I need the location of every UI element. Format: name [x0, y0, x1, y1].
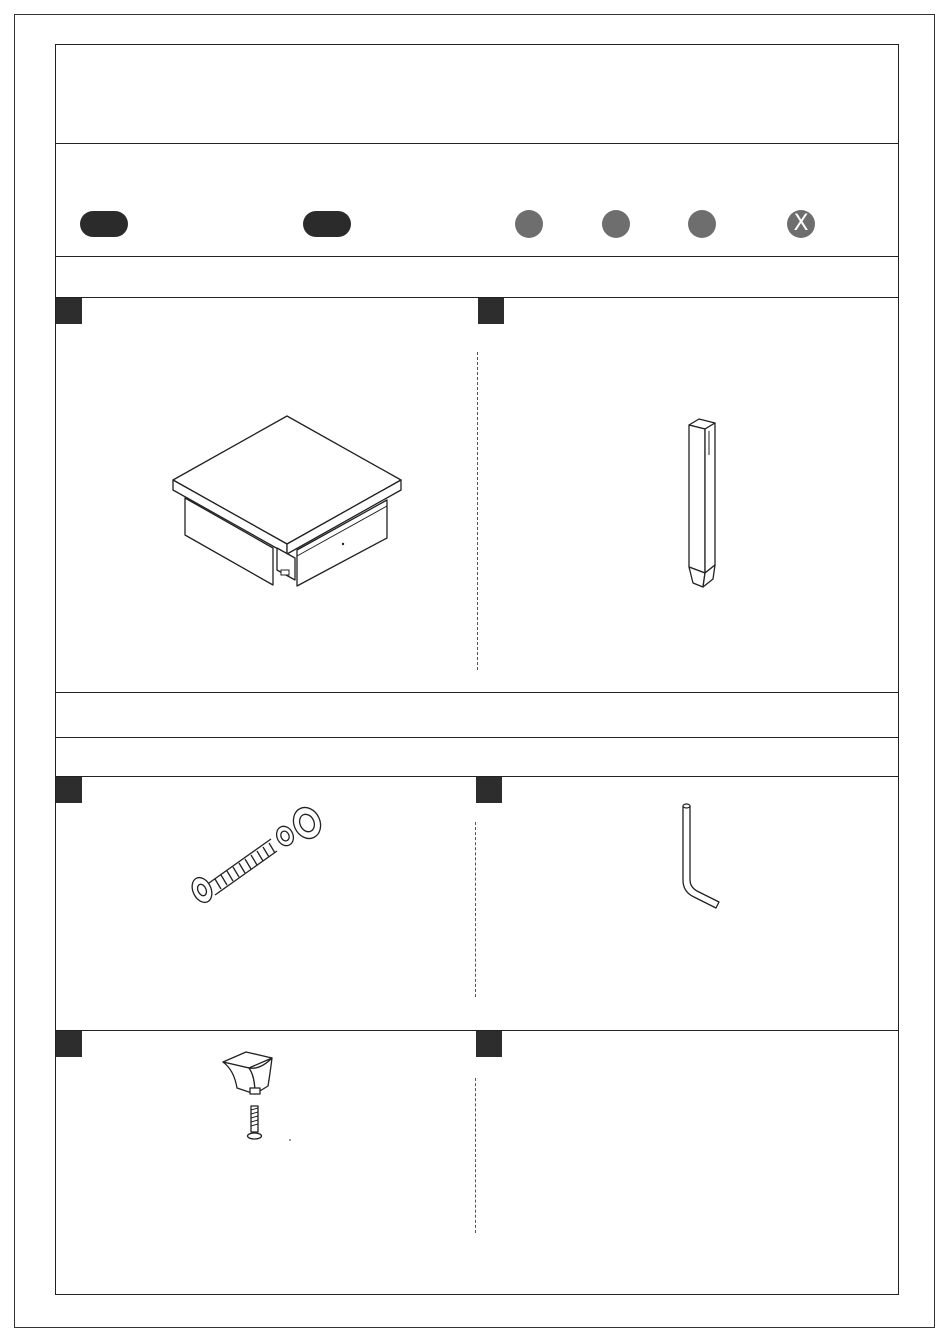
part-f-badge [476, 1031, 502, 1057]
dot-badge-3 [688, 210, 716, 238]
x-mark-icon: X [787, 210, 815, 238]
part-c-badge [56, 777, 82, 803]
divider [55, 737, 899, 738]
column-separator [475, 822, 476, 997]
divider [55, 256, 899, 257]
bolt-washer-icon [185, 805, 330, 910]
drawer-box-icon [165, 410, 410, 590]
allen-key-icon [676, 800, 726, 915]
part-e-badge [56, 1031, 82, 1057]
pill-badge-1 [80, 211, 128, 237]
divider [55, 143, 899, 144]
pill-badge-2 [303, 211, 351, 237]
part-b-badge [478, 298, 504, 324]
foot-cap-screw-icon [220, 1048, 295, 1148]
dot-badge-1 [515, 210, 543, 238]
leg-icon [683, 415, 725, 595]
column-separator [477, 352, 478, 670]
divider [55, 692, 899, 693]
part-a-badge [56, 298, 82, 324]
dot-badge-2 [602, 210, 630, 238]
divider [55, 297, 899, 298]
column-separator [475, 1078, 476, 1233]
part-d-badge [476, 777, 502, 803]
